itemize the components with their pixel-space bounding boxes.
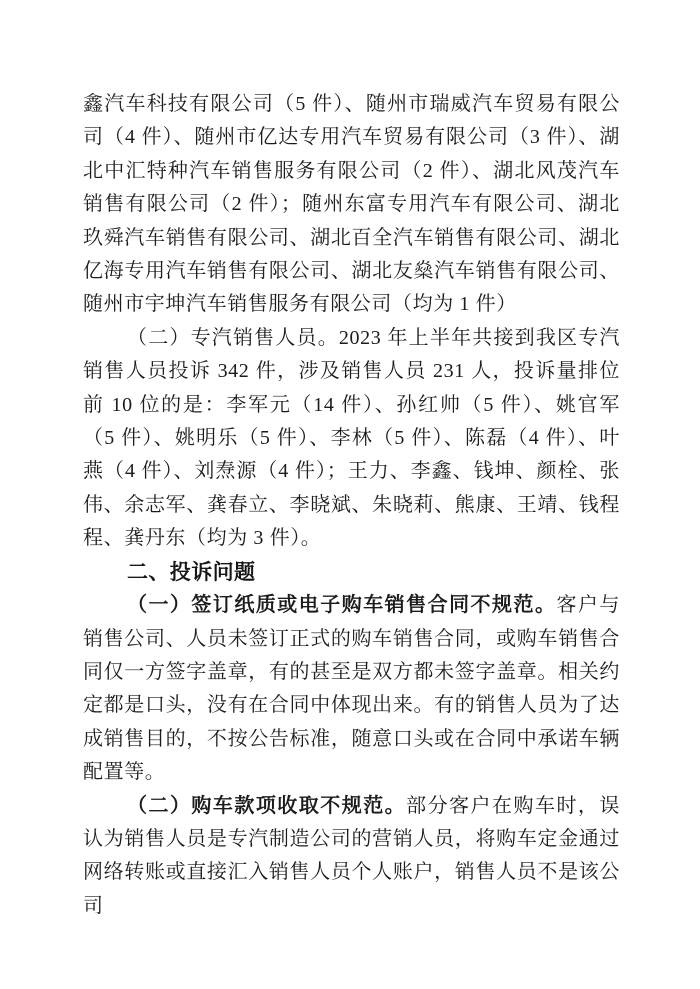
paragraph-issue-2-body: 部分客户在购车时，误认为销售人员是专汽制造公司的营销人员，将购车定金通过网络转账或直接汇入销售人员个人账户，销售人员不是该公司 bbox=[83, 794, 620, 917]
paragraph-issue-payment-irregular bbox=[83, 790, 620, 924]
paragraph-issue-1-lead: （一）签订纸质或电子购车销售合同不规范。 bbox=[127, 594, 557, 617]
paragraph-company-list-continuation: 鑫汽车科技有限公司（5 件）、随州市瑞威汽车贸易有限公司（4 件）、随州市亿达专用汽车贸易有限公司（3 件）、湖北中汇特种汽车销售服务有限公司（2 件）、湖北风茂汽车销售有限公司（2 件）；随州东富专用汽车有限公司、湖北玖舜汽车销售有限公司、湖北百全汽车销售有限公司、湖北亿海专用汽车销售有限公司、湖北友燊汽车销售有限公司、随州市宇坤汽车销售服务有限公司（均为 1 件） bbox=[83, 93, 620, 316]
section-heading-complaint-issues: 二、投诉问题 bbox=[127, 560, 256, 584]
paragraph-sales-staff bbox=[83, 322, 620, 556]
paragraph-issue-contract-irregular bbox=[83, 589, 620, 789]
paragraph-issue-2-lead: （二）购车款项收取不规范。 bbox=[127, 794, 407, 817]
paragraph-sales-staff-body: 2023 年上半年共接到我区专汽销售人员投诉 342 件，涉及销售人员 231 人，投诉量排位前 10 位的是：李军元（14 件）、孙红帅（5 件）、姚官军（5 件）、姚明乐（5 件）、李林（5 件）、陈磊（4 件）、叶燕（4 件）、刘焘源（4 件）；王力、李鑫、钱坤、颜栓、张伟、余志军、龚春立、李晓斌、朱晓莉、熊康、王靖、钱程程、龚丹东（均为 3 件）。 bbox=[83, 326, 620, 550]
paragraph-sales-staff-lead: （二）专汽销售人员。 bbox=[127, 326, 339, 349]
paragraph-issue-1-body: 客户与销售公司、人员未签订正式的购车销售合同，或购车销售合同仅一方签字盖章，有的甚至是双方都未签字盖章。相关约定都是口头，没有在合同中体现出来。有的销售人员为了达成销售目的，不按公告标准，随意口头或在合同中承诺车辆配置等。 bbox=[83, 594, 620, 784]
